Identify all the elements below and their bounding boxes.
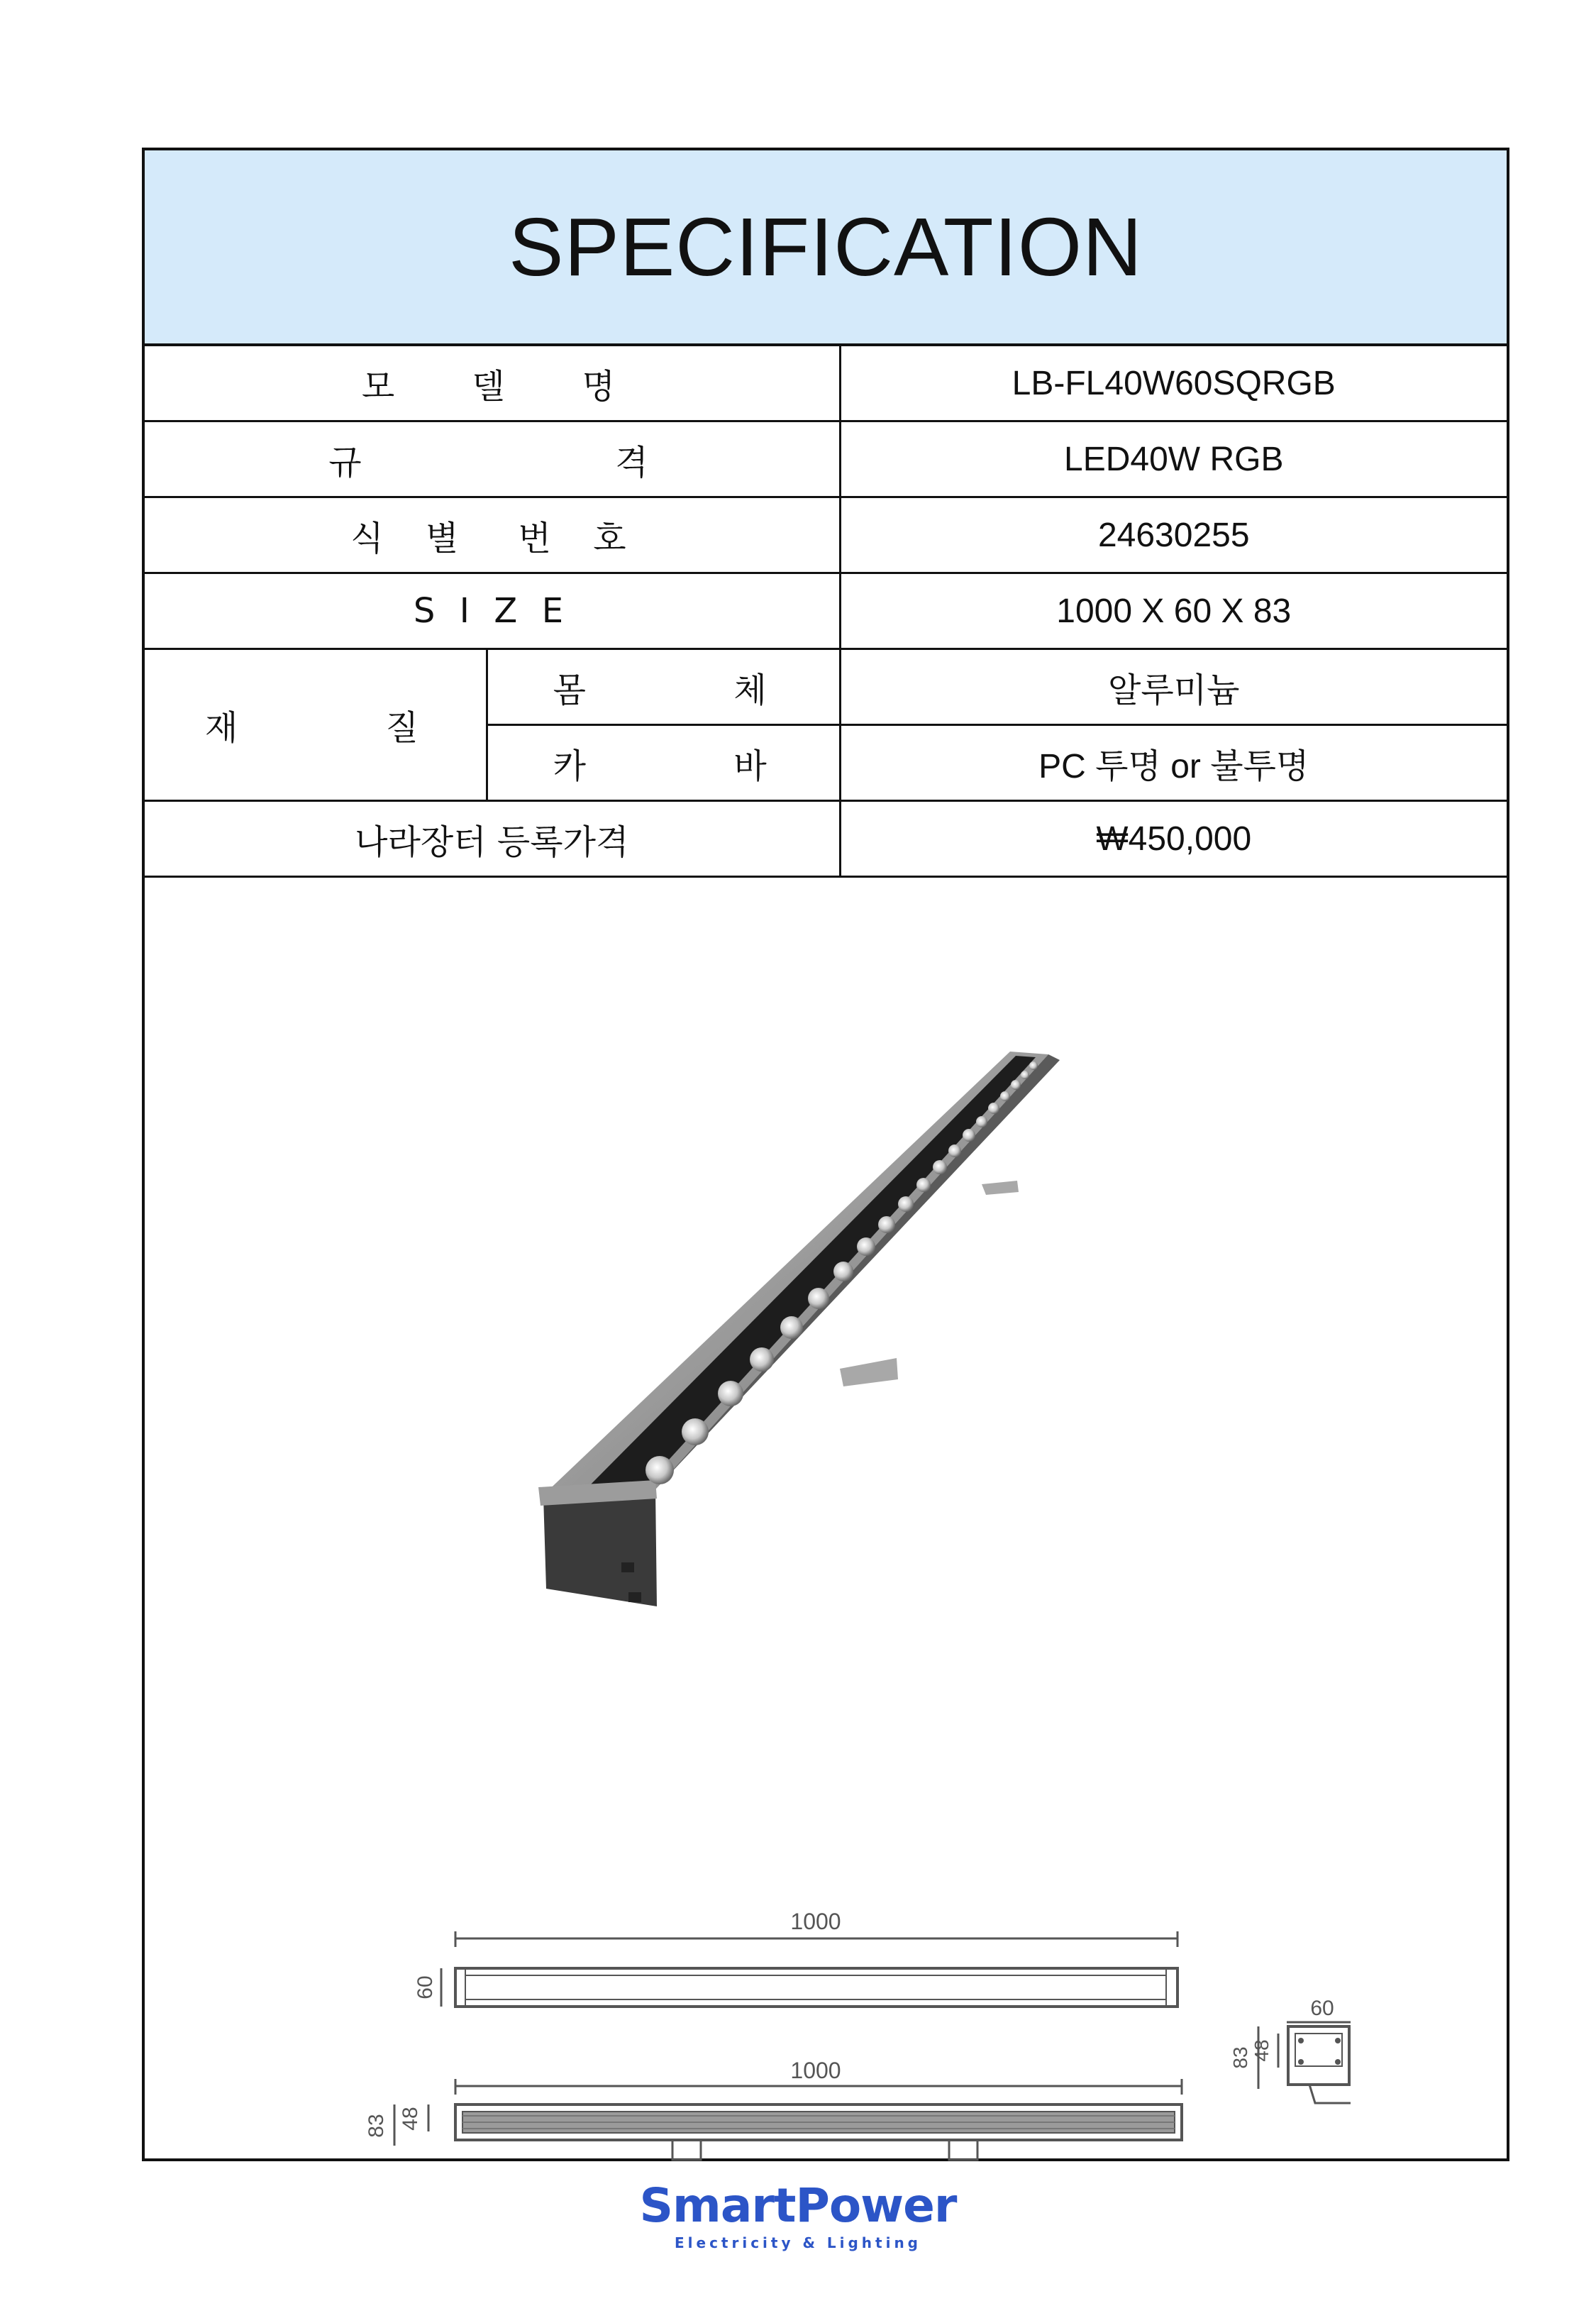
end-width-label: 60: [1310, 1997, 1334, 2020]
led-bead: [645, 1456, 674, 1484]
bracket-right: [840, 1358, 898, 1386]
screw-hole: [621, 1562, 634, 1572]
led-bead: [976, 1116, 987, 1127]
model-value: LB-FL40W60SQRGB: [840, 346, 1507, 421]
end-inner-label: 48: [1251, 2039, 1273, 2062]
product-drawing: [145, 890, 1507, 2161]
material-label: 재 질: [145, 649, 487, 801]
end-cap: [543, 1489, 657, 1606]
cover-value: PC 투명 or 불투명: [840, 725, 1507, 801]
table-row: [145, 497, 1507, 573]
led-bead: [988, 1103, 999, 1114]
led-bead: [1011, 1080, 1021, 1090]
top-view-drawing: [441, 1931, 1177, 2007]
led-bead: [808, 1288, 829, 1309]
standard-label: 규 격: [145, 421, 840, 497]
id-label: 식 별 번 호: [145, 497, 840, 573]
bracket-left: [982, 1181, 1019, 1195]
screw-hole: [628, 1592, 641, 1602]
led-bead: [780, 1316, 803, 1339]
table-row: [145, 649, 1507, 725]
title-band: [145, 150, 1507, 346]
end-bracket: [1309, 2085, 1351, 2103]
mount-bracket: [949, 2140, 977, 2160]
led-bead: [898, 1196, 914, 1212]
mount-bracket: [672, 2140, 701, 2160]
led-bead: [718, 1381, 743, 1406]
spec-table: [145, 346, 1507, 878]
table-row: [145, 801, 1507, 877]
table-row: [145, 346, 1507, 421]
led-bead: [933, 1160, 947, 1174]
led-bead: [857, 1237, 875, 1256]
led-bead: [833, 1262, 853, 1281]
end-height-label: 83: [1229, 2046, 1251, 2069]
end-profile: [1288, 2026, 1349, 2085]
led-bead: [750, 1347, 774, 1372]
brand-logo-tagline: Electricity & Lighting: [674, 2234, 922, 2251]
led-bead: [1021, 1071, 1029, 1079]
side-length-label: 1000: [790, 2058, 841, 2083]
table-row: [145, 421, 1507, 497]
price-label: 나라장터 등록가격: [145, 801, 840, 877]
led-bead: [916, 1178, 931, 1192]
led-bead: [1029, 1061, 1038, 1070]
product-photo: [538, 1052, 1060, 1606]
size-label: S I Z E: [145, 573, 840, 649]
led-bead: [682, 1418, 709, 1445]
led-bead: [963, 1129, 975, 1142]
body-value: 알루미늄: [840, 649, 1507, 725]
top-width-label: 60: [414, 1975, 437, 1999]
led-channel: [581, 1056, 1036, 1494]
brand-logo-name: SmartPower: [639, 2178, 957, 2233]
standard-value: LED40W RGB: [840, 421, 1507, 497]
bar-outline-top: [455, 1968, 1177, 2007]
led-bead: [948, 1144, 961, 1157]
drawing-area: [145, 890, 1507, 2161]
spec-sheet: [142, 148, 1509, 2161]
side-inner-label: 48: [399, 2107, 422, 2131]
table-row: [145, 573, 1507, 649]
body-label: 몸 체: [487, 649, 840, 725]
led-bead: [878, 1216, 895, 1233]
brand-logo: [0, 2178, 1596, 2251]
side-view-drawing: [394, 2079, 1182, 2160]
page-title: SPECIFICATION: [509, 201, 1143, 293]
price-value: ₩450,000: [840, 801, 1507, 877]
cover-label: 카 바: [487, 725, 840, 801]
side-height-label: 83: [365, 2114, 388, 2138]
led-bead: [1000, 1091, 1010, 1101]
top-length-label: 1000: [790, 1909, 841, 1934]
id-value: 24630255: [840, 497, 1507, 573]
size-value: 1000 X 60 X 83: [840, 573, 1507, 649]
model-label: 모 델 명: [145, 346, 840, 421]
